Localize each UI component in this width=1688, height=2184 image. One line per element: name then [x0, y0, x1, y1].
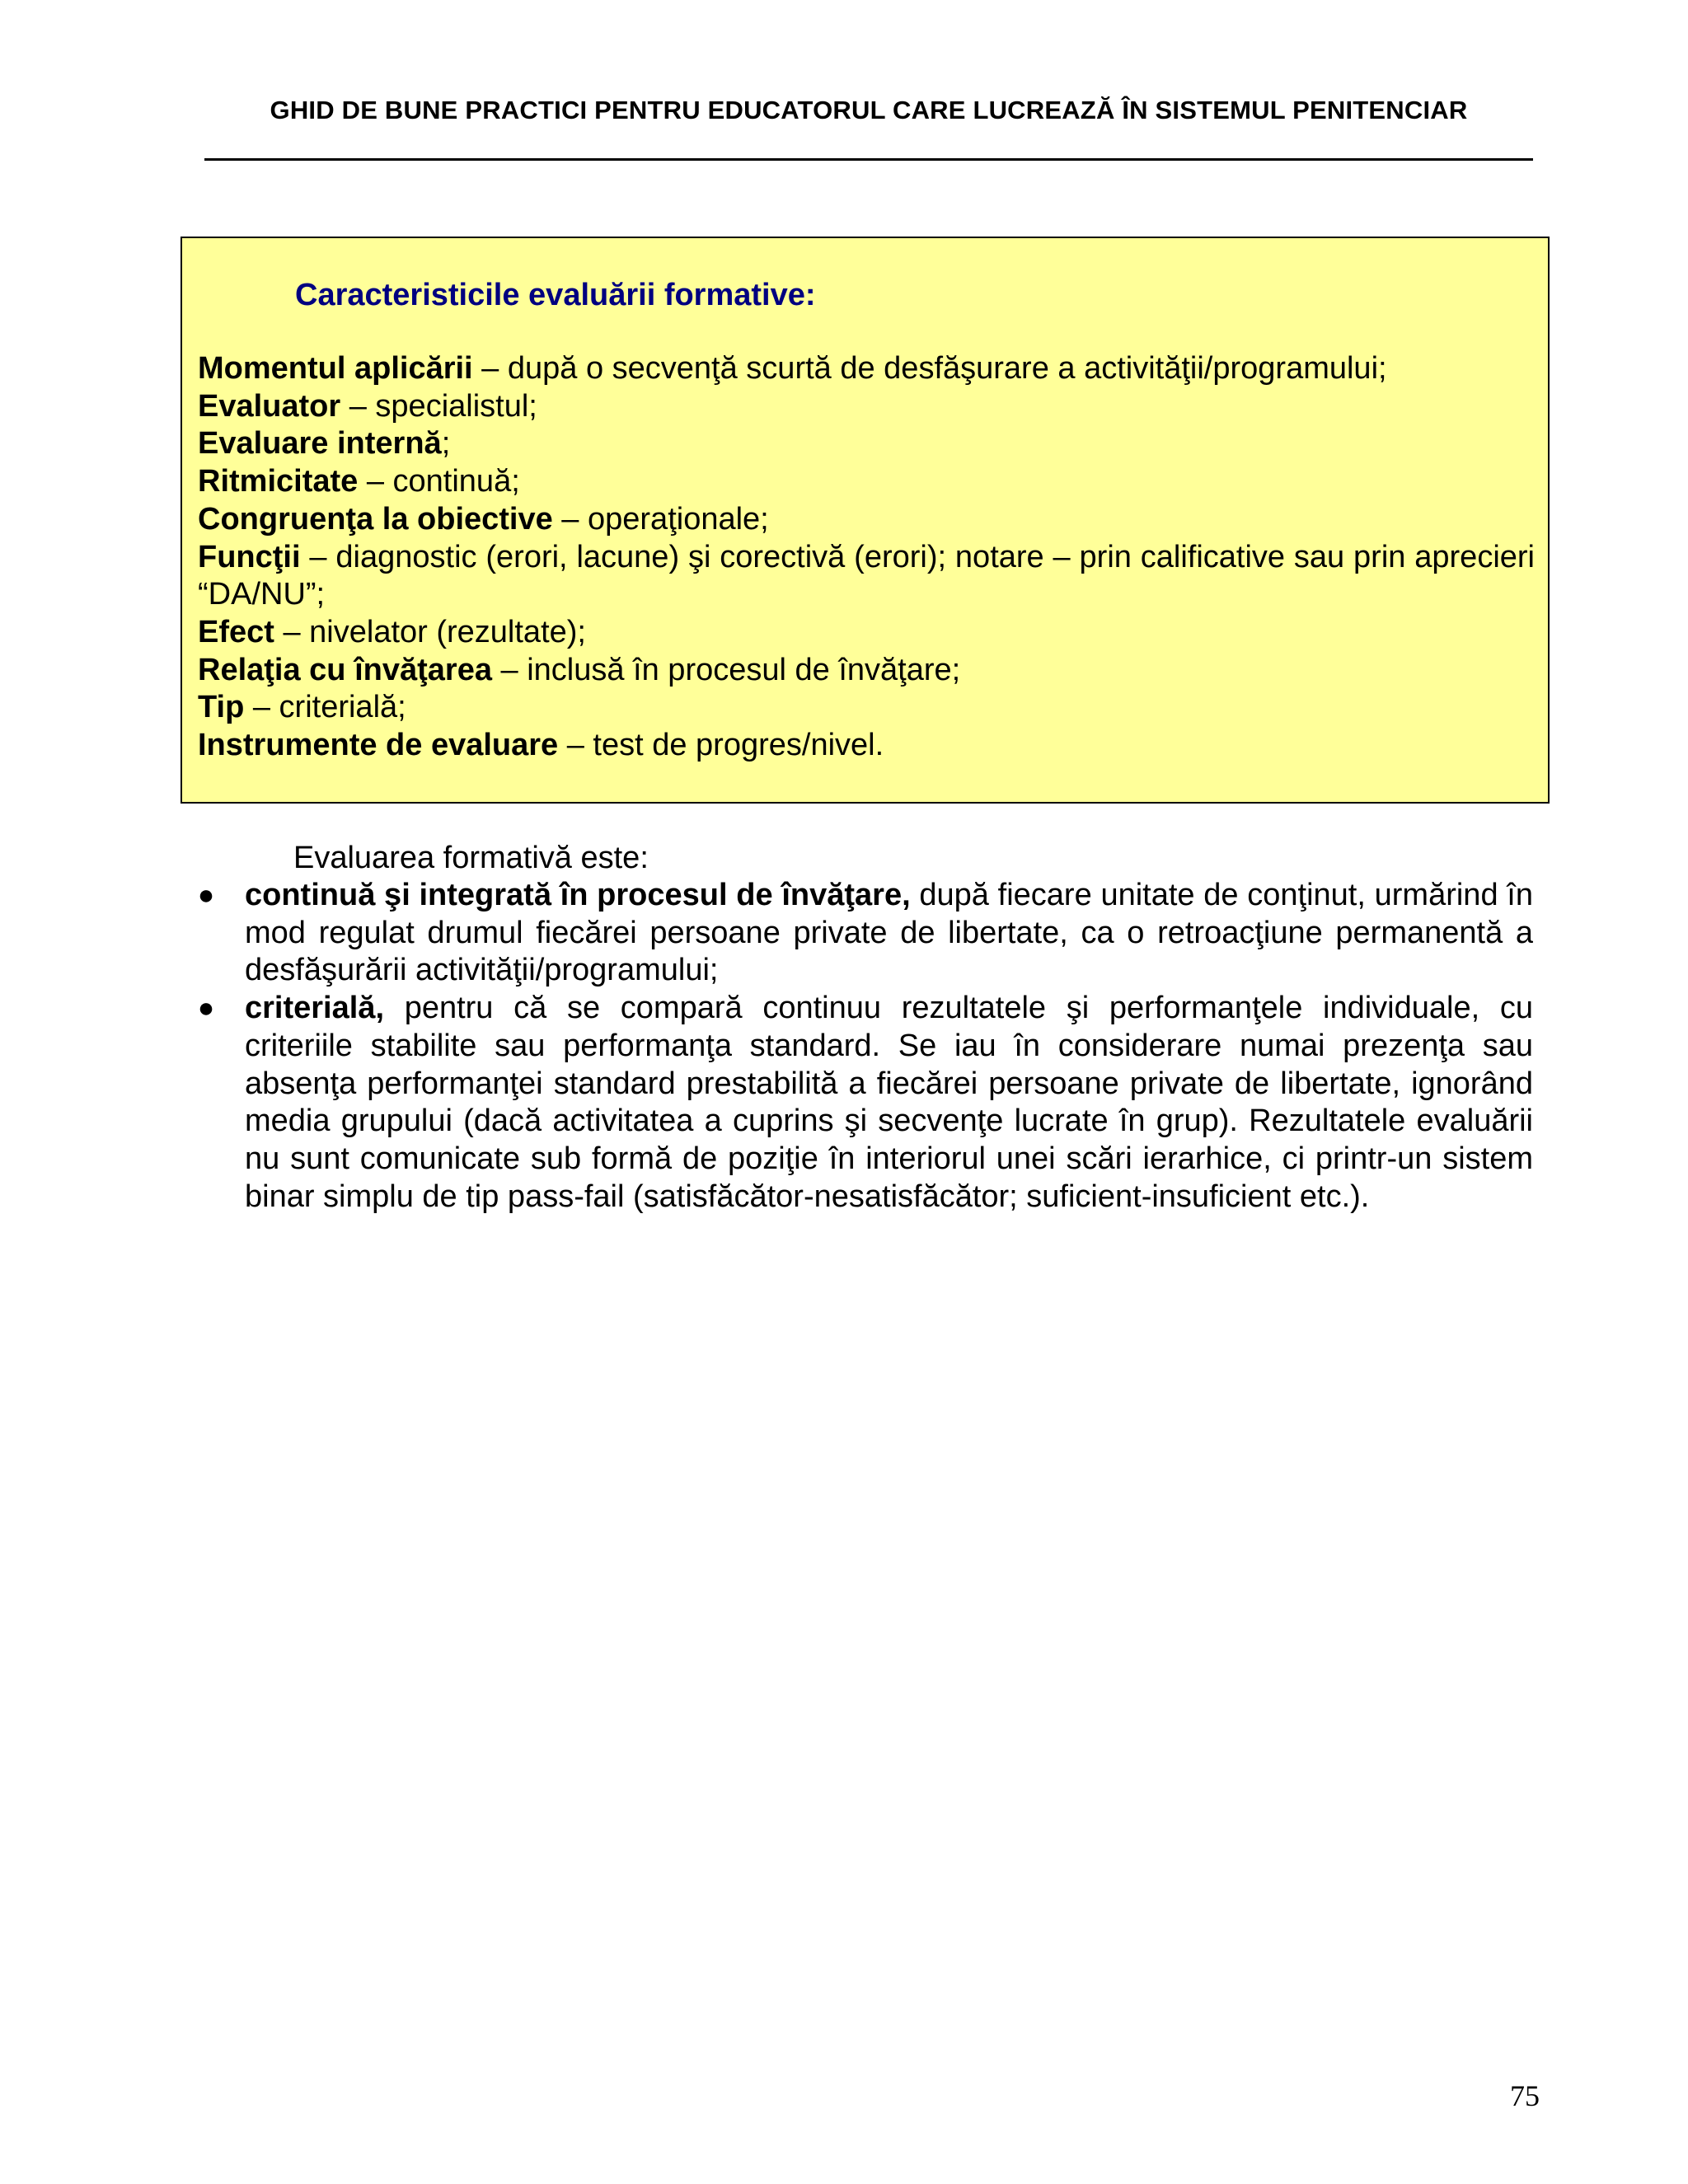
characteristic-term: Tip: [198, 690, 245, 725]
characteristic-item: [198, 350, 1535, 388]
bullet-bold-text: criterială,: [245, 991, 384, 1026]
characteristics-list: [198, 350, 1535, 765]
characteristic-item: [198, 727, 1535, 765]
characteristic-desc: ;: [441, 426, 451, 462]
intro-paragraph: Evaluarea formativă este:: [293, 841, 649, 875]
bullet-list: [194, 877, 1533, 1216]
characteristic-item: [198, 425, 1535, 463]
characteristic-item: [198, 689, 1535, 727]
characteristic-desc: – criterială;: [244, 690, 406, 725]
characteristic-desc: – diagnostic (erori, lacune) şi corectivă (erori); notare – prin calificative sau prin aprecieri “DA/NU”;: [198, 539, 1535, 612]
list-item: [194, 990, 1533, 1216]
characteristic-desc: – operaţionale;: [552, 501, 769, 537]
characteristic-term: Funcţii: [198, 539, 301, 574]
characteristic-desc: – specialistul;: [340, 388, 537, 424]
characteristic-desc: – continuă;: [358, 464, 520, 499]
page-number: 75: [1510, 2079, 1540, 2112]
characteristic-item: [198, 614, 1535, 652]
list-item: [194, 877, 1533, 990]
characteristic-desc: – inclusă în procesul de învăţare;: [491, 652, 961, 687]
characteristic-term: Efect: [198, 614, 274, 649]
bullet-icon: ●: [197, 992, 215, 1024]
bullet-text: după fiecare unitate de conţinut, urmărind în mod regulat drumul fiecărei persoane private de libertate, ca o retroacţiune permanentă a desfăşurării activităţii/programului;: [245, 878, 1533, 988]
characteristic-desc: – test de progres/nivel.: [558, 728, 884, 763]
characteristic-item: [198, 463, 1535, 501]
characteristic-term: Evaluare internă: [198, 426, 442, 462]
characteristic-item: [198, 539, 1535, 614]
bullet-bold-text: continuă şi integrată în procesul de învăţare,: [245, 878, 911, 912]
characteristic-item: [198, 388, 1535, 426]
bullet-text: pentru că se compară continuu rezultatele şi performanţele individuale, cu criteriile stabilite sau performanţa standard. Se iau în considerare numai prezenţa sau absenţa performanţei standard prestabilită a fiecărei persoane private de libertate, ignorând media grupului (dacă activitatea a cuprins şi secvenţe lucrate în grup). Rezultatele evaluării nu sunt comunicate sub formă de poziţie în interiorul unei scări ierarhice, ci printr-un sistem binar simplu de tip pass-fail (satisfăcător-nesatisfăcător; suficient-insuficient etc.).: [245, 991, 1533, 1214]
characteristic-desc: – după o secvenţă scurtă de desfăşurare a activităţii/programului;: [472, 351, 1387, 386]
characteristic-term: Congruenţa la obiective: [198, 501, 553, 537]
characteristic-term: Evaluator: [198, 388, 341, 424]
characteristic-item: [198, 501, 1535, 539]
bullet-icon: ●: [197, 879, 215, 911]
characteristic-desc: – nivelator (rezultate);: [274, 614, 586, 649]
characteristics-box: [181, 237, 1550, 804]
characteristic-term: Ritmicitate: [198, 464, 359, 499]
characteristic-item: [198, 652, 1535, 690]
characteristic-term: Relaţia cu învăţarea: [198, 652, 492, 687]
characteristic-term: Instrumente de evaluare: [198, 728, 559, 763]
box-title: Caracteristicile evaluării formative:: [295, 278, 816, 312]
characteristic-term: Momentul aplicării: [198, 351, 473, 386]
header-divider: [204, 158, 1533, 161]
page-header: GHID DE BUNE PRACTICI PENTRU EDUCATORUL CARE LUCREAZĂ ÎN SISTEMUL PENITENCIAR: [270, 96, 1468, 124]
